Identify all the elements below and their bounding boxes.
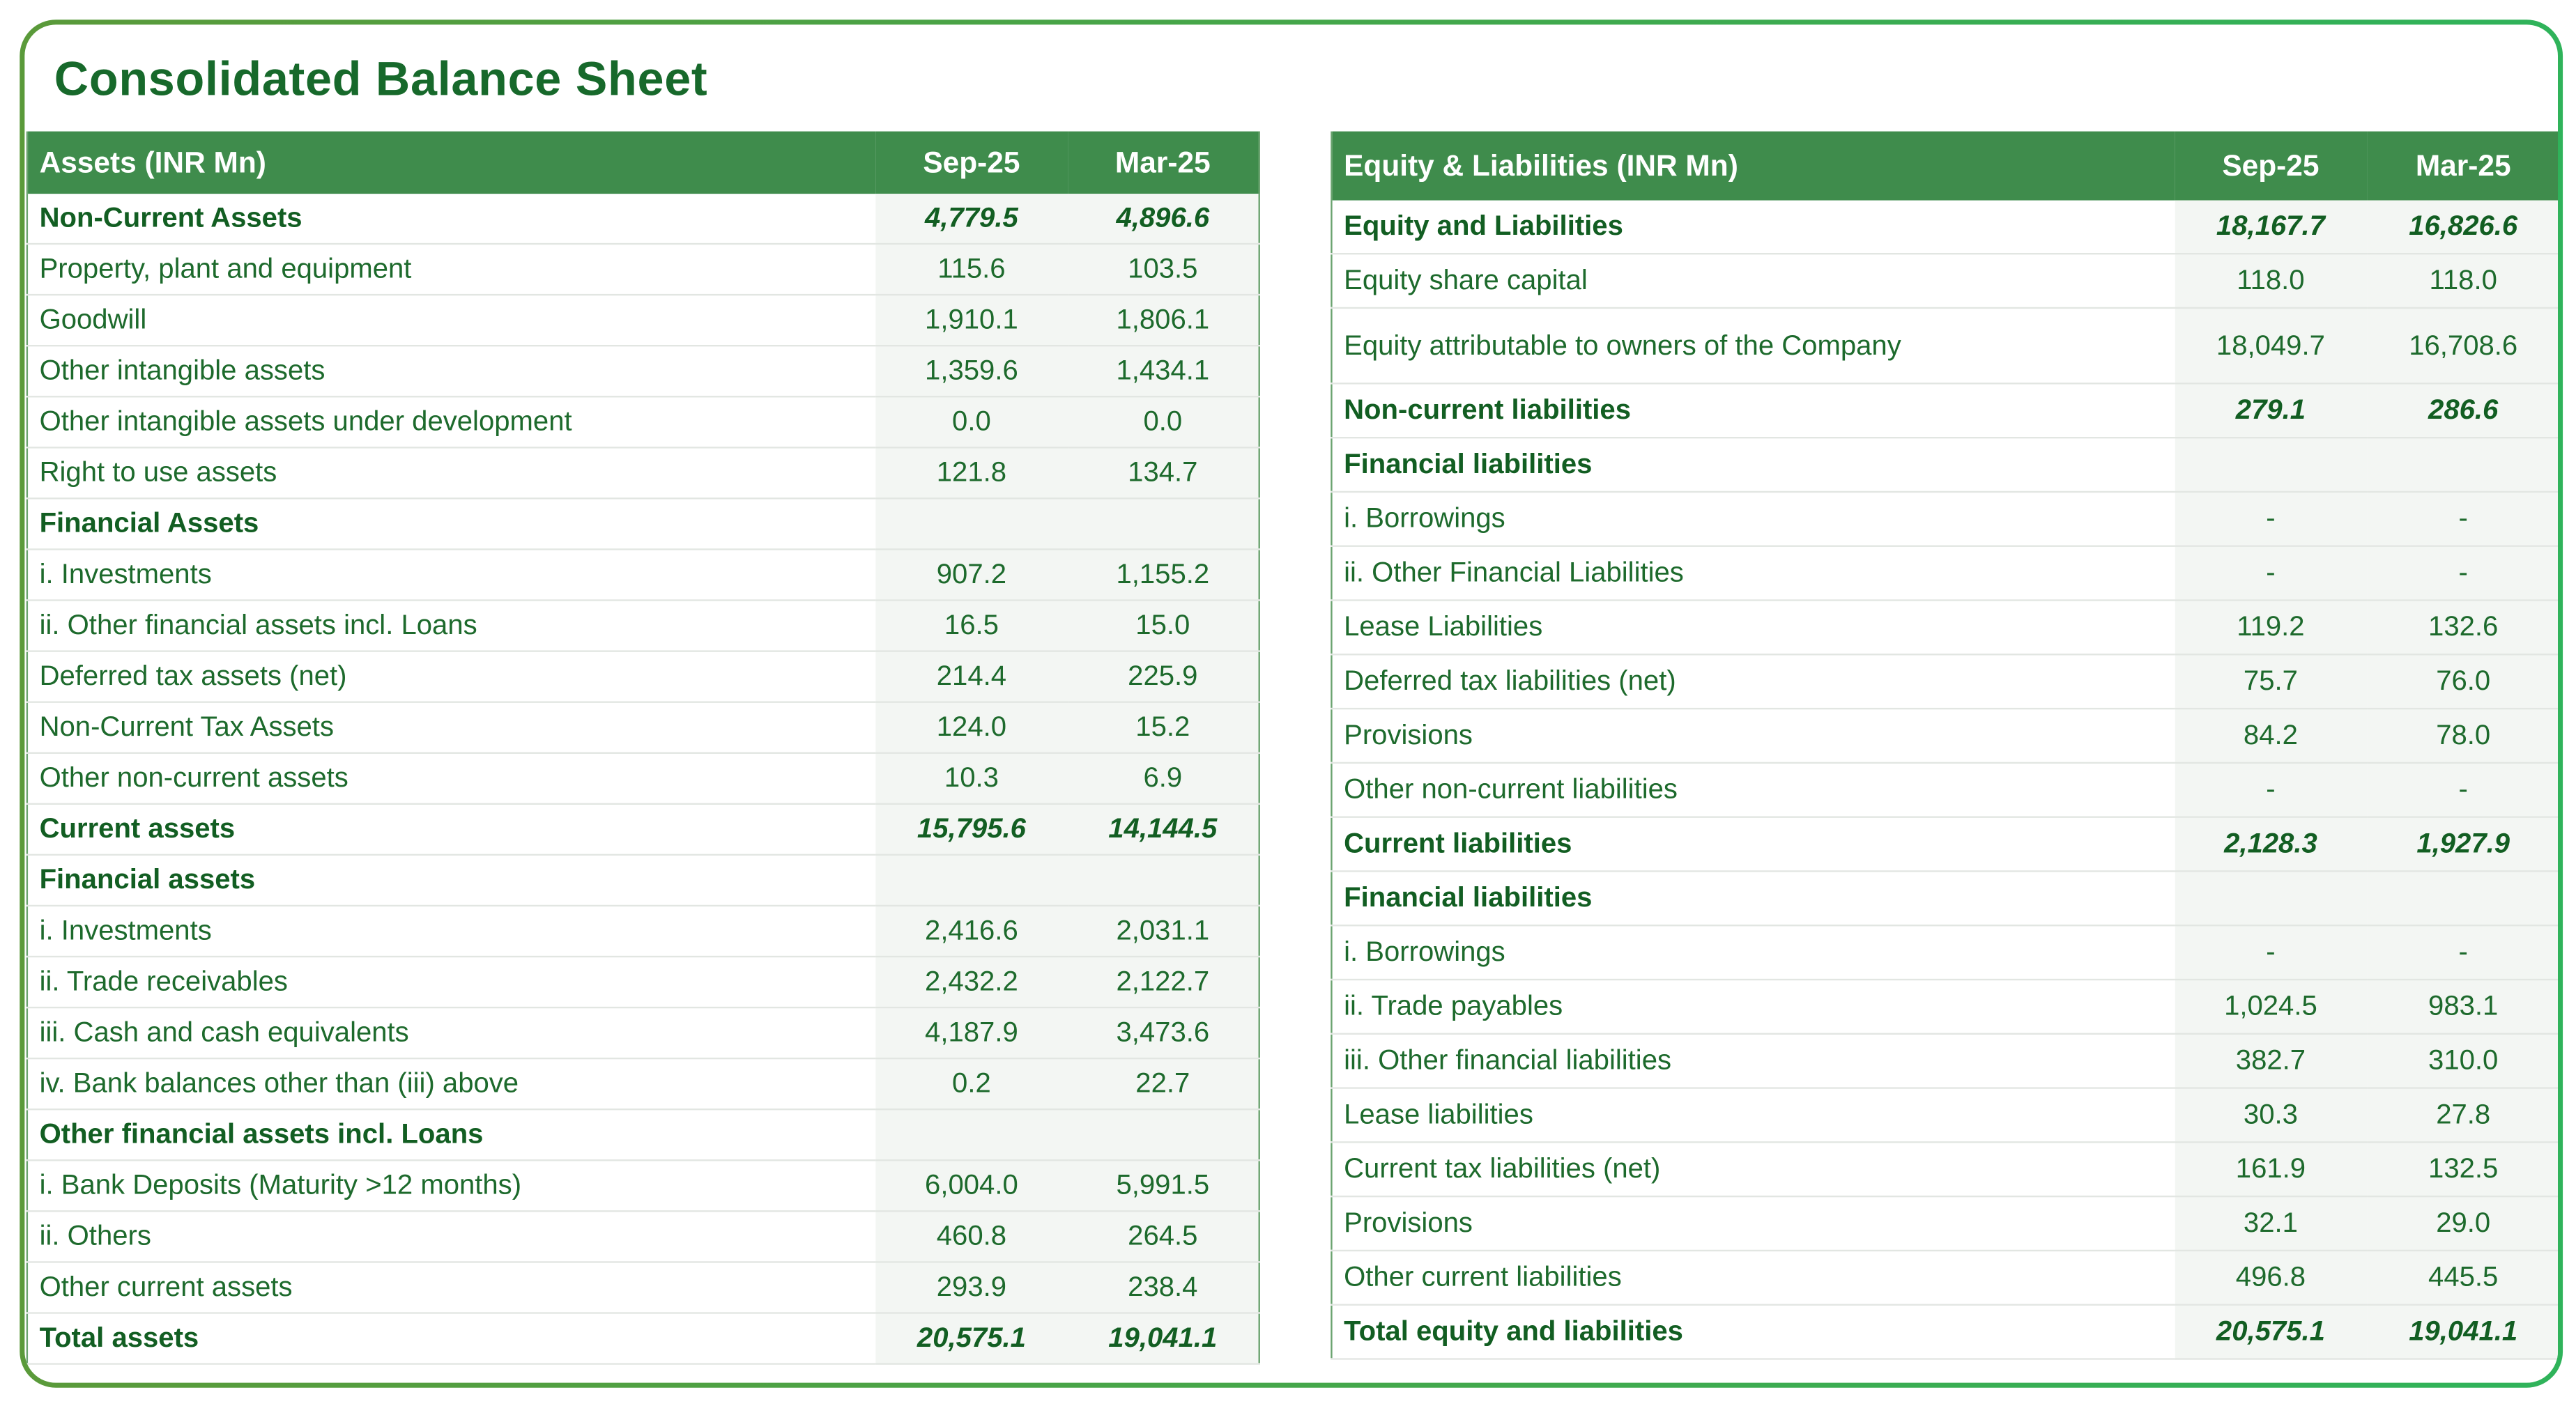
value-mar25 [2367, 438, 2558, 492]
value-mar25: - [2367, 763, 2558, 817]
value-sep25: 75.7 [2175, 654, 2367, 709]
value-sep25 [2175, 438, 2367, 492]
table-row [27, 549, 1259, 600]
table-row [27, 957, 1259, 1007]
table-row [27, 1160, 1259, 1211]
value-sep25: 382.7 [2175, 1034, 2367, 1088]
value-sep25: 0.0 [876, 396, 1067, 447]
assets-table [26, 132, 1260, 1365]
value-mar25: 16,708.6 [2367, 308, 2558, 383]
value-mar25: - [2367, 492, 2558, 546]
table-row [27, 346, 1259, 396]
table-row [27, 295, 1259, 346]
row-label: ii. Others [27, 1211, 876, 1262]
value-mar25: 1,434.1 [1067, 346, 1259, 396]
row-label: Equity attributable to owners of the Company [1331, 308, 2174, 383]
section-total-row [1331, 1305, 2558, 1359]
row-label: Financial liabilities [1331, 438, 2174, 492]
section-subheader-row [1331, 438, 2558, 492]
value-sep25: 121.8 [876, 447, 1067, 498]
value-sep25: 279.1 [2175, 383, 2367, 438]
value-mar25: 132.6 [2367, 601, 2558, 655]
value-sep25: 124.0 [876, 702, 1067, 753]
value-mar25: 310.0 [2367, 1034, 2558, 1088]
section-total-row [1331, 383, 2558, 438]
slide-frame [20, 20, 2563, 1387]
row-label: Total assets [27, 1313, 876, 1364]
table-row [27, 906, 1259, 957]
value-sep25: 907.2 [876, 549, 1067, 600]
value-mar25: 29.0 [2367, 1196, 2558, 1251]
equity-liabilities-table [1331, 132, 2558, 1360]
row-label: Financial Assets [27, 498, 876, 549]
value-mar25: 15.0 [1067, 601, 1259, 651]
value-sep25: 214.4 [876, 651, 1067, 702]
value-mar25: 225.9 [1067, 651, 1259, 702]
table-row [1331, 1088, 2558, 1143]
table-row [27, 1262, 1259, 1313]
row-label: Provisions [1331, 1196, 2174, 1251]
value-mar25: 134.7 [1067, 447, 1259, 498]
value-sep25: 0.2 [876, 1058, 1067, 1109]
value-sep25: - [2175, 763, 2367, 817]
slide-content [24, 24, 2558, 1382]
row-label: ii. Other financial assets incl. Loans [27, 601, 876, 651]
row-label: Other intangible assets under development [27, 396, 876, 447]
value-sep25: 10.3 [876, 753, 1067, 804]
table-row [27, 601, 1259, 651]
section-subheader-row [1331, 871, 2558, 925]
table-row [27, 447, 1259, 498]
value-mar25: 2,122.7 [1067, 957, 1259, 1007]
row-label: Current tax liabilities (net) [1331, 1142, 2174, 1196]
row-label: Equity and Liabilities [1331, 201, 2174, 254]
row-label: Other non-current liabilities [1331, 763, 2174, 817]
value-mar25: 2,031.1 [1067, 906, 1259, 957]
table-row [27, 753, 1259, 804]
value-sep25: 1,910.1 [876, 295, 1067, 346]
row-label: Provisions [1331, 709, 2174, 763]
table-header [1331, 132, 2558, 201]
row-label: Non-Current Tax Assets [27, 702, 876, 753]
row-label: Lease liabilities [1331, 1088, 2174, 1143]
table-row [1331, 1251, 2558, 1305]
value-mar25: 286.6 [2367, 383, 2558, 438]
value-sep25: - [2175, 925, 2367, 980]
table-row [27, 396, 1259, 447]
value-sep25 [876, 498, 1067, 549]
row-label: ii. Trade receivables [27, 957, 876, 1007]
table-row [27, 651, 1259, 702]
value-mar25 [2367, 871, 2558, 925]
row-label: i. Bank Deposits (Maturity >12 months) [27, 1160, 876, 1211]
value-sep25: 2,432.2 [876, 957, 1067, 1007]
value-sep25: 2,128.3 [2175, 817, 2367, 872]
value-mar25: 0.0 [1067, 396, 1259, 447]
value-mar25 [1067, 855, 1259, 906]
value-mar25: 27.8 [2367, 1088, 2558, 1143]
section-subheader-row [27, 498, 1259, 549]
column-header-sep25: Sep-25 [876, 132, 1067, 194]
table-row [27, 1007, 1259, 1058]
value-mar25: 1,155.2 [1067, 549, 1259, 600]
row-label: Deferred tax liabilities (net) [1331, 654, 2174, 709]
value-sep25: 16.5 [876, 601, 1067, 651]
value-mar25: 5,991.5 [1067, 1160, 1259, 1211]
row-label: Current liabilities [1331, 817, 2174, 872]
value-mar25 [1067, 498, 1259, 549]
value-mar25: 6.9 [1067, 753, 1259, 804]
value-mar25: 22.7 [1067, 1058, 1259, 1109]
row-label: Financial liabilities [1331, 871, 2174, 925]
row-label: Other non-current assets [27, 753, 876, 804]
value-mar25: 14,144.5 [1067, 804, 1259, 855]
row-label: Deferred tax assets (net) [27, 651, 876, 702]
value-mar25: 1,806.1 [1067, 295, 1259, 346]
value-sep25: 20,575.1 [876, 1313, 1067, 1364]
value-mar25: 118.0 [2367, 254, 2558, 308]
value-sep25: 15,795.6 [876, 804, 1067, 855]
value-mar25: 238.4 [1067, 1262, 1259, 1313]
table-row [1331, 654, 2558, 709]
row-label: iii. Cash and cash equivalents [27, 1007, 876, 1058]
value-sep25: 1,024.5 [2175, 980, 2367, 1034]
section-subheader-row [27, 855, 1259, 906]
table-row [1331, 1034, 2558, 1088]
value-mar25: 4,896.6 [1067, 194, 1259, 244]
table-row [1331, 254, 2558, 308]
value-sep25: 20,575.1 [2175, 1305, 2367, 1359]
table-header [27, 132, 1259, 194]
row-label: ii. Trade payables [1331, 980, 2174, 1034]
value-sep25 [876, 855, 1067, 906]
value-mar25: 264.5 [1067, 1211, 1259, 1262]
value-sep25: 118.0 [2175, 254, 2367, 308]
table-row [1331, 546, 2558, 601]
column-header-sep25: Sep-25 [2175, 132, 2367, 201]
value-mar25: 19,041.1 [1067, 1313, 1259, 1364]
table-row [27, 1058, 1259, 1109]
table-row [1331, 1196, 2558, 1251]
value-sep25: 496.8 [2175, 1251, 2367, 1305]
value-mar25: - [2367, 546, 2558, 601]
row-label: Lease Liabilities [1331, 601, 2174, 655]
value-sep25: - [2175, 492, 2367, 546]
value-mar25: 76.0 [2367, 654, 2558, 709]
row-label: i. Borrowings [1331, 925, 2174, 980]
row-label: Right to use assets [27, 447, 876, 498]
row-label: i. Borrowings [1331, 492, 2174, 546]
row-label: Financial assets [27, 855, 876, 906]
row-label: Other current assets [27, 1262, 876, 1313]
value-sep25: 18,167.7 [2175, 201, 2367, 254]
value-mar25: 16,826.6 [2367, 201, 2558, 254]
row-label: Other current liabilities [1331, 1251, 2174, 1305]
value-sep25: 293.9 [876, 1262, 1067, 1313]
value-sep25: 1,359.6 [876, 346, 1067, 396]
table-row [27, 1211, 1259, 1262]
value-mar25: 103.5 [1067, 244, 1259, 295]
row-label: Non-Current Assets [27, 194, 876, 244]
row-label: Goodwill [27, 295, 876, 346]
section-total-row [27, 1313, 1259, 1364]
value-sep25: 4,779.5 [876, 194, 1067, 244]
row-label: Equity share capital [1331, 254, 2174, 308]
section-total-row [1331, 201, 2558, 254]
column-header-label: Assets (INR Mn) [27, 132, 876, 194]
table-row [1331, 1142, 2558, 1196]
value-mar25: 983.1 [2367, 980, 2558, 1034]
value-sep25: 18,049.7 [2175, 308, 2367, 383]
column-header-mar25: Mar-25 [2367, 132, 2558, 201]
value-mar25: 15.2 [1067, 702, 1259, 753]
value-sep25: 115.6 [876, 244, 1067, 295]
section-total-row [27, 804, 1259, 855]
table-row [27, 702, 1259, 753]
row-label: Other intangible assets [27, 346, 876, 396]
row-label: ii. Other Financial Liabilities [1331, 546, 2174, 601]
value-sep25: 2,416.6 [876, 906, 1067, 957]
row-label: iii. Other financial liabilities [1331, 1034, 2174, 1088]
value-sep25 [2175, 871, 2367, 925]
table-row [1331, 980, 2558, 1034]
value-sep25: 84.2 [2175, 709, 2367, 763]
value-sep25: 6,004.0 [876, 1160, 1067, 1211]
row-label: i. Investments [27, 549, 876, 600]
column-header-label: Equity & Liabilities (INR Mn) [1331, 132, 2174, 201]
section-total-row [1331, 817, 2558, 872]
section-subheader-row [27, 1109, 1259, 1160]
value-sep25: 460.8 [876, 1211, 1067, 1262]
value-sep25: 30.3 [2175, 1088, 2367, 1143]
table-row [1331, 308, 2558, 383]
value-sep25 [876, 1109, 1067, 1160]
value-mar25: 19,041.1 [2367, 1305, 2558, 1359]
value-sep25: 161.9 [2175, 1142, 2367, 1196]
value-sep25: 119.2 [2175, 601, 2367, 655]
row-label: Non-current liabilities [1331, 383, 2174, 438]
table-row [1331, 709, 2558, 763]
value-mar25: 1,927.9 [2367, 817, 2558, 872]
value-mar25: 132.5 [2367, 1142, 2558, 1196]
value-mar25: - [2367, 925, 2558, 980]
value-sep25: 32.1 [2175, 1196, 2367, 1251]
table-row [1331, 925, 2558, 980]
row-label: i. Investments [27, 906, 876, 957]
row-label: Total equity and liabilities [1331, 1305, 2174, 1359]
table-row [1331, 601, 2558, 655]
value-mar25 [1067, 1109, 1259, 1160]
value-sep25: 4,187.9 [876, 1007, 1067, 1058]
value-mar25: 3,473.6 [1067, 1007, 1259, 1058]
value-mar25: 78.0 [2367, 709, 2558, 763]
page-title: Consolidated Balance Sheet [54, 54, 708, 107]
row-label: Other financial assets incl. Loans [27, 1109, 876, 1160]
column-header-mar25: Mar-25 [1067, 132, 1259, 194]
section-total-row [27, 194, 1259, 244]
table-row [1331, 492, 2558, 546]
row-label: iv. Bank balances other than (iii) above [27, 1058, 876, 1109]
row-label: Current assets [27, 804, 876, 855]
row-label: Property, plant and equipment [27, 244, 876, 295]
table-row [1331, 763, 2558, 817]
value-sep25: - [2175, 546, 2367, 601]
table-row [27, 244, 1259, 295]
value-mar25: 445.5 [2367, 1251, 2558, 1305]
